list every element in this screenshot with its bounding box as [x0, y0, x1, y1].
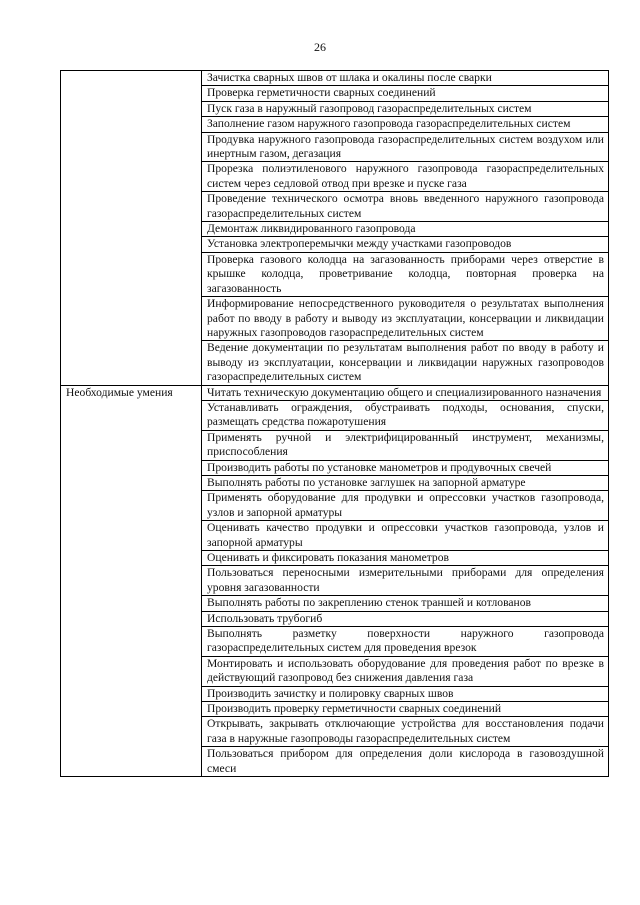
skill-item: Выполнять разметку поверхности наружного газопровода газораспределительных систем для проведения врезок	[202, 627, 609, 657]
table-row	[61, 71, 609, 86]
skill-item: Пользоваться переносными измерительными приборами для определения уровня загазованности	[202, 566, 609, 596]
labor-action-item: Продувка наружного газопровода газораспределительных систем воздухом или инертным газом, дегазация	[202, 132, 609, 162]
labor-action-item: Зачистка сварных швов от шлака и окалины после сварки	[202, 71, 609, 86]
qualification-table	[60, 70, 609, 777]
labor-action-item: Информирование непосредственного руководителя о результатах выполнения работ по вводу в работу и выводу из эксплуатации, консервации и ликвидации наружных газопроводов газораспределительных систем	[202, 297, 609, 341]
labor-action-item: Заполнение газом наружного газопровода газораспределительных систем	[202, 117, 609, 132]
skill-item: Оценивать качество продувки и опрессовки участков газопровода, узлов и запорной арматуры	[202, 521, 609, 551]
skill-item: Применять оборудование для продувки и опрессовки участков газопровода, узлов и запорной арматуры	[202, 491, 609, 521]
labor-action-item: Пуск газа в наружный газопровод газораспределительных систем	[202, 101, 609, 116]
skill-item: Выполнять работы по закреплению стенок траншей и котлованов	[202, 596, 609, 611]
labor-action-item: Проведение технического осмотра вновь введенного наружного газопровода газораспределительных систем	[202, 192, 609, 222]
labor-action-item: Установка электроперемычки между участками газопроводов	[202, 237, 609, 252]
skill-item: Устанавливать ограждения, обустраивать подходы, основания, спуски, размещать средства пожаротушения	[202, 400, 609, 430]
skill-item: Пользоваться прибором для определения доли кислорода в газовоздушной смеси	[202, 747, 609, 777]
skill-item: Монтировать и использовать оборудование для проведения работ по врезке в действующий газопровод без снижения давления газа	[202, 656, 609, 686]
skill-item: Оценивать и фиксировать показания манометров	[202, 551, 609, 566]
labor-action-item: Ведение документации по результатам выполнения работ по вводу в работу и выводу из эксплуатации, консервации и ликвидации наружных газопроводов газораспределительных систем	[202, 341, 609, 385]
labor-action-item: Прорезка полиэтиленового наружного газопровода газораспределительных систем через седловой отвод при врезке и пуске газа	[202, 162, 609, 192]
table-row	[61, 385, 609, 400]
skill-item: Производить работы по установке манометров и продувочных свечей	[202, 460, 609, 475]
skill-item: Применять ручной и электрифицированный инструмент, механизмы, приспособления	[202, 430, 609, 460]
skill-item: Выполнять работы по установке заглушек на запорной арматуре	[202, 475, 609, 490]
page-number: 26	[314, 40, 326, 54]
labor-action-item: Демонтаж ликвидированного газопровода	[202, 222, 609, 237]
skill-item: Использовать трубогиб	[202, 611, 609, 626]
labor-actions-label-cell	[61, 71, 202, 386]
skill-item: Производить зачистку и полировку сварных швов	[202, 686, 609, 701]
labor-action-item: Проверка газового колодца на загазованность приборами через отверстие в крышке колодца, проветривание колодца, повторная проверка на загазованность	[202, 252, 609, 296]
labor-action-item: Проверка герметичности сварных соединений	[202, 86, 609, 101]
required-skills-label: Необходимые умения	[61, 385, 202, 777]
table-body	[61, 71, 609, 777]
skill-item: Производить проверку герметичности сварных соединений	[202, 702, 609, 717]
skill-item: Читать техническую документацию общего и специализированного назначения	[202, 385, 609, 400]
skill-item: Открывать, закрывать отключающие устройства для восстановления подачи газа в наружные газопроводы газораспределительных систем	[202, 717, 609, 747]
